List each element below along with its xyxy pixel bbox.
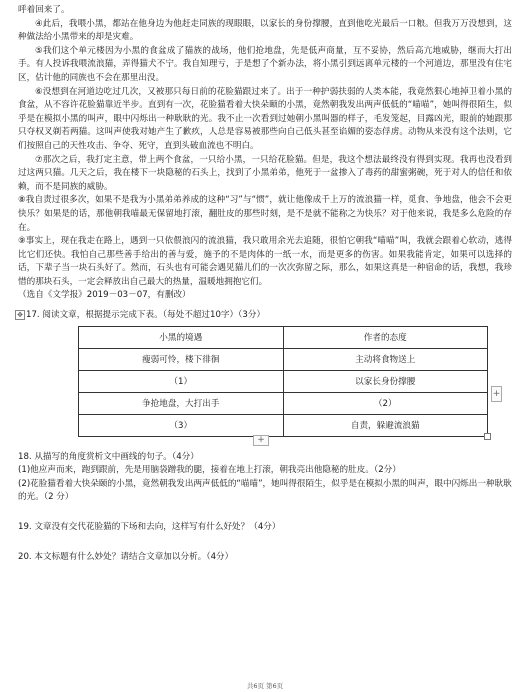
table-cell[interactable]: （1） bbox=[79, 370, 284, 392]
question-20: 20. 本文标题有什么妙处？请结合文章加以分析。（4分） bbox=[18, 551, 234, 562]
table-cell[interactable]: 自责，躲避流浪猫 bbox=[283, 414, 488, 436]
passage-paragraph-5: ⑤我们这个单元楼因为小黑的食盆成了猫族的战场，他们抢地盘，先是低声商量，互不妥协，然后高亢地威胁，继而大打出手。有人投诉我喂流浪猫，弄得猫犬不宁。我自知理亏，于是想了个新办法，将小黑引到远离单元楼的一个河道边，那里没有住宅区，估计他的同族也不会在那里出没。 bbox=[18, 45, 512, 83]
table-header-cell[interactable]: 作者的态度 bbox=[283, 326, 488, 348]
table-cell[interactable]: （3） bbox=[79, 414, 284, 436]
answer-table bbox=[78, 326, 488, 437]
table-row bbox=[79, 348, 488, 370]
table-row bbox=[79, 370, 488, 392]
page-footer: 共6页 第6页 bbox=[246, 682, 284, 690]
table-cell[interactable]: 主动将食物送上 bbox=[283, 348, 488, 370]
question-18-item-2: (2)花脸猫看着大快朵颐的小黑，竟然朝我发出两声低低的“喵喵”，她叫得很陌生，似乎是在模拟小黑的叫声，眼中闪烁出一种耿耿的光。（2 分） bbox=[18, 478, 512, 503]
table-row bbox=[79, 392, 488, 414]
table-resize-handle-icon[interactable] bbox=[484, 433, 491, 440]
passage-paragraph-7: ⑦那次之后，我打定主意，带上两个食盆，一只给小黑，一只给花脸猫。但是，我这个想法最终没有得到实现。我再也没看到过这两只猫。几天之后，我在楼下一块隐秘的石头上，找到了小黑弟弟，他死于一盆掺入了毒药的甜蜜粥碗，死于对人的信任和依赖，而不是同族的威胁。 bbox=[18, 154, 512, 192]
question-17 bbox=[18, 309, 512, 323]
passage bbox=[18, 4, 512, 303]
table-move-handle-icon[interactable]: ✥ bbox=[15, 310, 25, 320]
table-cell[interactable]: 以家长身份撑腰 bbox=[283, 370, 488, 392]
question-18-item-1: (1)他应声而来，跑到跟前，先是用脑袋蹭我的腿，接着在地上打滚，朝我亮出他隐秘的肚皮。（2分） bbox=[18, 465, 401, 476]
passage-paragraph-6: ⑥没想到在河道边吃过几次，又被那只每日前的花脸猫跟过来了。出于一种护弱扶弱的人类本能，我竟然狠心地掉卫着小黑的食盆，从不容许花脸猫靠近半步。直到有一次，花脸猫看着大快朵颐的小黑，竟然朝我发出两声低低的“喵喵”，她叫得很陌生，似乎是在模拟小黑的叫声，眼中闪烁出一种耿耿的光。我不止一次看到过她朝小黑叫器的样子，毛发笼起，目露凶光，眼前的她跟那只夺权叉剃若两猫。这叫声使我对她产生了歉疚，人总是容易被那些向自己低头甚至谄媚的姿态俘虏。动物从来没有这个法则，它们按照自己的天性攻击、争夺、死守，直到头破血流也不明白。 bbox=[18, 86, 512, 151]
passage-paragraph-4: ④此后，我喂小黑，都站在他身边为他赶走同族的现眼眼，以家长的身份撑腰，直到他吃光最后一口粮。但我万万没想到，这种做法给小黑带来的却是灾难。 bbox=[18, 18, 512, 43]
passage-lead: 呼着回来了。 bbox=[18, 5, 70, 15]
passage-paragraph-9: ⑨事实上，现在我走在路上，遇到一只依偎浪闪的流浪猫，我只敢用余光去追随，很怕它朝我“喵喵”叫，我就会跟着心软动，逃得比它们还快。我怕自己那些善手给出的善与爱，施予的不是肉体的一纸一水，而是更多的伤害。如果我能肯定，如果可以选择的话，下辈子当一块石头好了。然而，石头也有可能会遇见猫儿们的一次次弥留之际，那么，如果这真是一种宿命的话，我想，我珍惜的那块石头，一定会释放出自己最大的热量，温暖地拥抱它们。 bbox=[18, 236, 512, 287]
table-cell[interactable]: （2） bbox=[283, 392, 488, 414]
table-cell[interactable]: 争抢地盘，大打出手 bbox=[79, 392, 284, 414]
table-header-cell[interactable]: 小黑的境遇 bbox=[79, 326, 284, 348]
answer-table-wrap bbox=[78, 326, 501, 445]
question-17-prompt: 17. 阅读文章，根据提示完成下表。（每处不超过10字）（3分） bbox=[26, 310, 266, 321]
question-18-title: 18. 从描写的角度赏析文中画线的句子。（4分） bbox=[18, 451, 199, 462]
question-19: 19. 文章没有交代花脸猫的下场和去向，这样写有什么好处？（4分） bbox=[18, 522, 281, 533]
add-column-icon[interactable]: + bbox=[491, 386, 502, 402]
question-18 bbox=[18, 451, 512, 505]
table-row bbox=[79, 414, 488, 436]
passage-paragraph-8: ⑧我自责过很多次，如果不是我为小黑弟弟养成的这种“习”与“惯”，就让他像成千上万的流浪猫一样，觅食、争地盘，他会不会更快乐？如果是的话，那他朝我喵最无保留地打滚，翻肚皮的那些时刻，是不是就不能称之为快乐？对于他来说，我是多么危险的存在。 bbox=[18, 195, 512, 233]
add-row-icon[interactable]: + bbox=[253, 435, 269, 446]
passage-source: （选自《文学报》2019－03－07，有删改） bbox=[18, 290, 191, 301]
table-header-row bbox=[79, 326, 488, 348]
table-cell[interactable]: 瘦弱可怜，楼下徘徊 bbox=[79, 348, 284, 370]
